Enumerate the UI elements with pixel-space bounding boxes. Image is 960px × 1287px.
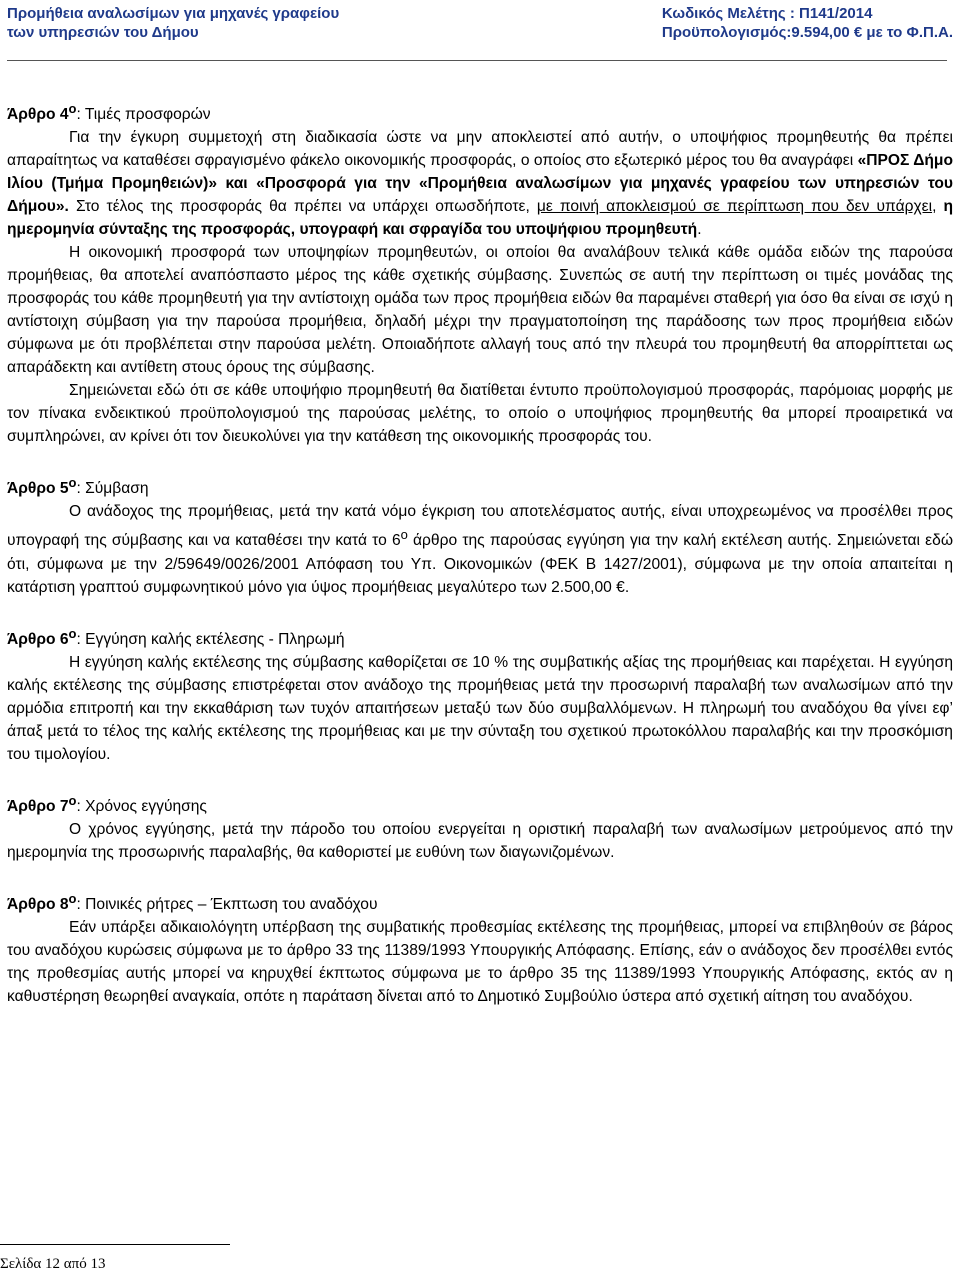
article-6-heading-bold: Άρθρο 6 xyxy=(7,630,69,648)
article-7-heading-bold: Άρθρο 7 xyxy=(7,797,69,815)
article-8-heading-bold: Άρθρο 8 xyxy=(7,896,69,914)
article-6-heading-sup: ο xyxy=(68,625,77,641)
article-8-paragraph-1: Εάν υπάρξει αδικαιολόγητη υπέρβαση της συμβατικής προθεσμίας εκτέλεσης της προμήθειας, μπορεί να επιβληθούν σε βάρος του αναδόχου κυρώσεις σύμφωνα με το άρθρο 33 της 11389/1993 Υπουργικής Απόφασης. Επίσης, εάν ο ανάδοχος δεν προσέλθει εντός της προθεσμίας αυτής μπορεί να κηρυχθεί έκπτωτος σύμφωνα με το άρθρο 35 της 11389/1993 Υπουργικής Απόφασης, εκτός αν η καθυστέρηση θεωρηθεί αναγκαία, οπότε η παράταση δίνεται από το Δημοτικό Συμβούλιο ύστερα από σχετική αίτηση του αναδόχου. xyxy=(7,919,953,1006)
article-5-p1-text: Ο ανάδοχος της προμήθειας, μετά την κατά νόμο έγκριση του αποτελέσματος αυτής, είναι υποχρεωμένος να προσέλθει προς υπογραφή της σύμβασης και να καταθέσει την κατά το 6 xyxy=(7,503,953,550)
article-4-p1-underline: με ποινή αποκλεισμού σε περίπτωση που δεν υπάρχει xyxy=(536,198,933,216)
header-budget: Προϋπολογισμός:9.594,00 € με το Φ.Π.Α. xyxy=(661,24,953,41)
header-study-code: Κωδικός Μελέτης : Π141/2014 xyxy=(661,5,873,22)
article-4-paragraph-3: Σημειώνεται εδώ ότι σε κάθε υποψήφιο προμηθευτή θα διατίθεται έντυπο προϋπολογισμού προσφοράς, παρόμοιας μορφής με τον πίνακα ενδεικτικού προϋπολογισμού της παρούσας μελέτης, το οποίο ο υποψήφιος προμηθευτής θα μπορεί προαιρετικά να συμπληρώνει, αν κρίνει ότι τον διευκολύνει για την κατάθεση της οικονομικής προσφοράς του. xyxy=(7,382,953,446)
article-4-p1-text: Για την έγκυρη συμμετοχή στη διαδικασία ώστε να μην αποκλειστεί από αυτήν, ο υποψήφιος προμηθευτής θα πρέπει απαραίτητως να καταθέσει σφραγισμένο φάκελο οικονομικής προσφοράς, ο οποίος στο εξωτερικό μέρος του θα αναγράφει xyxy=(7,129,953,170)
footer-divider xyxy=(0,1244,230,1245)
article-4-p1-text-2: Στο τέλος της προσφοράς θα πρέπει να υπάρχει οπωσδήποτε, xyxy=(68,198,537,216)
article-4-p1-end: . xyxy=(697,221,702,239)
article-7-heading xyxy=(7,789,953,818)
article-6-heading-rest: : Εγγύηση καλής εκτέλεσης - Πληρωμή xyxy=(76,630,345,648)
article-7-paragraph-1: Ο χρόνος εγγύησης, μετά την πάροδο του οποίου ενεργείται η οριστική παραλαβή των αναλωσίμων μετρούμενος από την ημερομηνία της προσωρινής παραλαβής, θα καθοριστεί με ευθύνη των διαγωνιζομένων. xyxy=(7,820,953,861)
article-5-heading xyxy=(7,471,953,500)
article-8-heading-rest: : Ποινικές ρήτρες – Έκπτωση του αναδόχου xyxy=(76,896,378,914)
document-body xyxy=(7,97,953,1008)
article-7-heading-rest: : Χρόνος εγγύησης xyxy=(76,797,207,815)
article-4-paragraph-2: Η οικονομική προσφορά των υποψηφίων προμηθευτών, οι οποίοι θα αναλάβουν τελικά κάθε ομάδα ειδών της παρούσα προμήθειας, θα αποτελεί αναπόσπαστο μέρος της κάθε σχετικής σύμβασης. Συνεπώς σε αυτή την περίπτωση οι τιμές μονάδας της προσφοράς του κάθε προμηθευτή για την αντίστοιχη ομάδα των προς προμήθεια ειδών θα παραμένει σταθερή για όσο θα είναι σε ισχύ η αντίστοιχη σύμβαση για την παρούσα προμήθεια, δηλαδή μέχρι την πραγματοποίηση της παράδοσης των προς προμήθεια ειδών σύμφωνα με ότι προβλέπεται στην παρούσα μελέτη. Οποιαδήποτε αλλαγή τους από την πλευρά του προμηθευτή θα απορρίπτεται ως απαράδεκτη και αντίθετη στους όρους της σύμβασης. xyxy=(7,244,953,377)
article-4-heading-bold: Άρθρο 4 xyxy=(7,106,69,124)
article-4-heading-rest: : Τιμές προσφορών xyxy=(76,106,211,124)
article-6-heading xyxy=(7,622,953,651)
article-8-heading-sup: ο xyxy=(68,890,77,906)
article-4-heading-sup: ο xyxy=(68,101,77,116)
page-number: Σελίδα 12 από 13 xyxy=(0,1256,106,1272)
article-5-p1-text-2: άρθρο της παρούσας εγγύηση για την καλή εκτέλεση αυτής. Σημειώνεται εδώ ότι, σύμφωνα με την 2/59649/0026/2001 Απόφαση του Υπ. Οικονομικών (ΦΕΚ Β 1427/2001), σύμφωνα με την οποία απαιτείται η κατάρτιση γραπτού συμφωνητικού μόνο για ύψος προμήθειας μεγαλύτερο των 2.500,00 €. xyxy=(7,532,953,596)
article-4-p1-bold-2: η ημερομηνία σύνταξης της προσφοράς, υπογραφή και σφραγίδα του υποψήφιου προμηθευτή xyxy=(7,198,954,239)
header-left xyxy=(7,4,339,42)
article-5-paragraph-1 xyxy=(7,500,953,598)
article-4-heading xyxy=(7,97,953,126)
article-5-p1-sup: ο xyxy=(400,527,408,543)
article-8-heading xyxy=(7,887,953,916)
article-5-heading-sup: ο xyxy=(68,475,77,491)
header-project-title: Προμήθεια αναλωσίμων για μηχανές γραφείου xyxy=(7,5,340,22)
article-7-heading-sup: ο xyxy=(68,792,77,808)
header-divider xyxy=(7,60,947,61)
article-6-paragraph-1: Η εγγύηση καλής εκτέλεσης της σύμβασης καθορίζεται σε 10 % της συμβατικής αξίας της προμήθειας και παρέχεται. Η εγγύηση καλής εκτέλεσης της σύμβασης επιστρέφεται στον ανάδοχο της προμήθειας μετά την προσωρινή παραλαβή των αναλωσίμων από την αρμόδια επιτροπή και την εκκαθάριση των τυχόν απαιτήσεων μεταξύ των δύο συμβαλλόμενων. Η πληρωμή του αναδόχου θα γίνει εφ’ άπαξ μετά το τέλος της καλής εκτέλεσης της προμήθειας και με την σύνταξη του σχετικού πρωτοκόλλου παραλαβής και την προσκόμιση του τιμολογίου. xyxy=(7,653,953,763)
header-right xyxy=(662,4,953,42)
article-4-p1-bold: «ΠΡΟΣ Δήμο Ιλίου (Τμήμα Προμηθειών)» και «Προσφορά για την «Προμήθεια αναλωσίμων για μηχανές γραφείου των υπηρεσιών του Δήμου». xyxy=(7,152,953,216)
article-5-heading-bold: Άρθρο 5 xyxy=(7,480,69,498)
article-4-p1-comma: , xyxy=(932,198,944,216)
article-4-paragraph-1 xyxy=(7,126,953,241)
page-footer xyxy=(0,1244,946,1273)
article-5-heading-rest: : Σύμβαση xyxy=(76,480,149,498)
header-project-subtitle: των υπηρεσιών του Δήμου xyxy=(7,24,199,41)
